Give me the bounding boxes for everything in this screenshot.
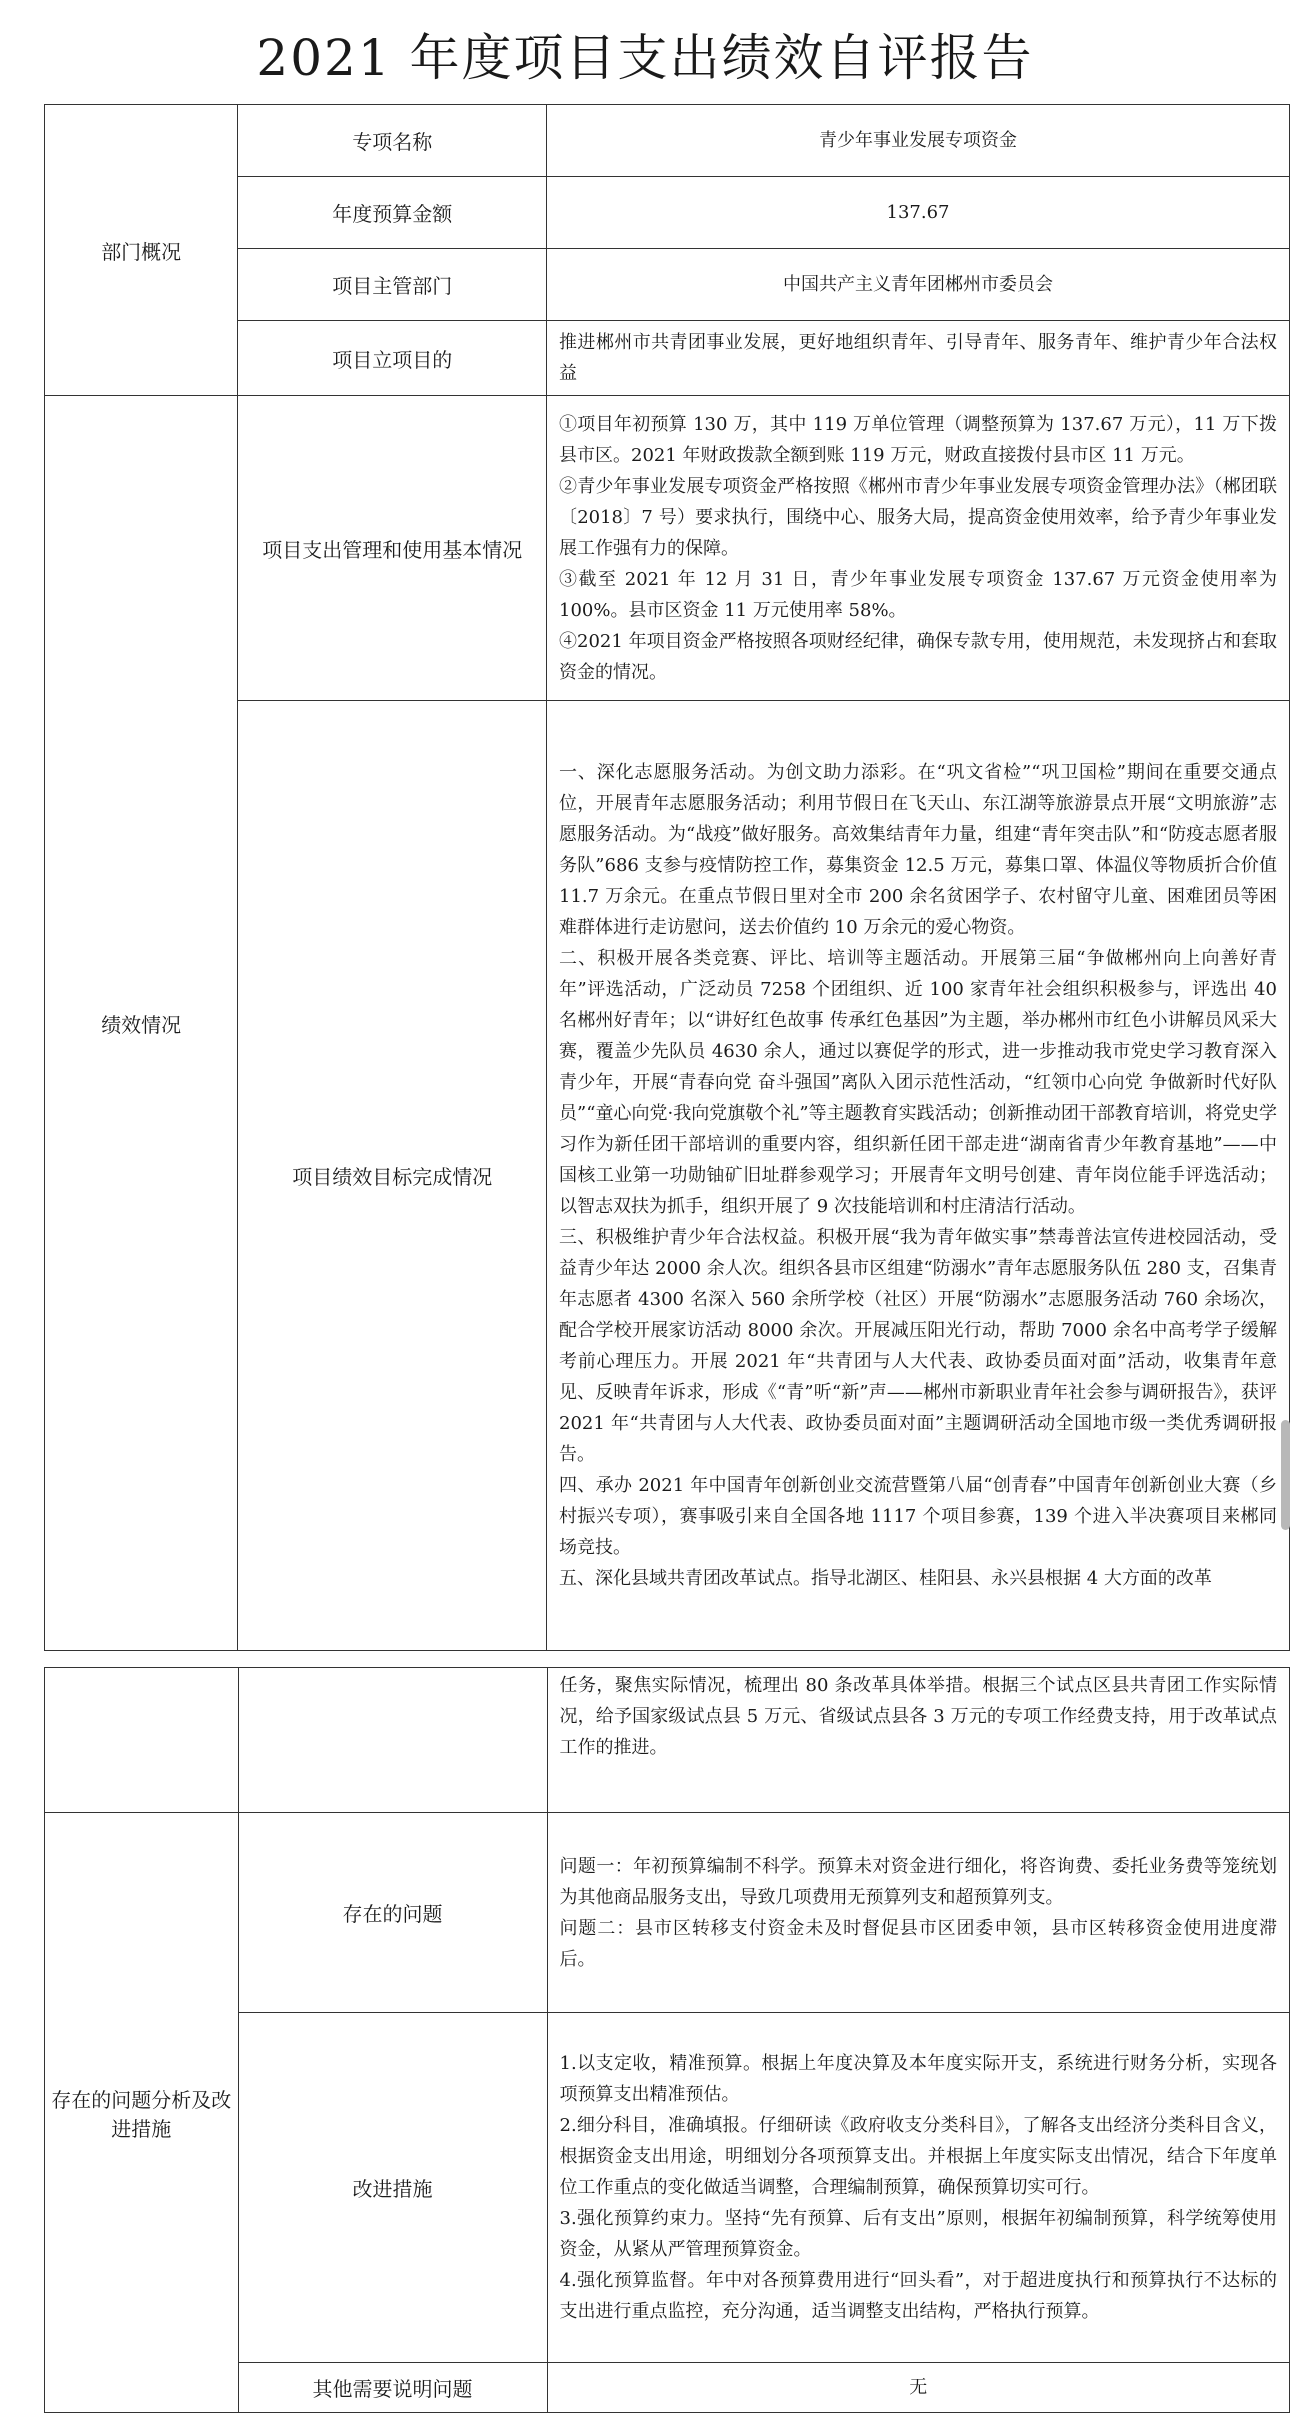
project-name-label: 专项名称 <box>238 105 547 177</box>
goals-label: 项目绩效目标完成情况 <box>238 701 547 1651</box>
problem-paragraph: 问题一：年初预算编制不科学。预算未对资金进行细化，将咨询费、委托业务费等笼统划为其他商品服务支出，导致几项费用无预算列支和超预算列支。 <box>559 1855 1277 1908</box>
other-issues-label: 其他需要说明问题 <box>238 2363 547 2413</box>
measure-paragraph: 2.细分科目，准确填报。仔细研读《政府收支分类科目》，了解各支出经济分类科目含义，根据资金支出用途，明细划分各项预算支出。并根据上年度实际支出情况，结合下年度单位工作重点的变化做适当调整，合理编制预算，确保预算切实可行。 <box>559 2115 1277 2198</box>
goals-paragraph: 四、承办 2021 年中国青年创新创业交流营暨第八届“创青春”中国青年创新创业大赛（乡村振兴专项），赛事吸引来自全国各地 1117 个项目参赛，139 个进入半决赛项目来郴同场竞技。 <box>559 1475 1277 1558</box>
section-performance-label: 绩效情况 <box>45 396 238 1651</box>
management-content <box>547 396 1290 701</box>
section-overview-label: 部门概况 <box>45 105 238 396</box>
report-title: 2021 年度项目支出绩效自评报告 <box>256 29 1034 87</box>
budget-amount-value: 137.67 <box>547 177 1290 249</box>
problems-content <box>547 1813 1289 2013</box>
measure-paragraph: 3.强化预算约束力。坚持“先有预算、后有支出”原则，根据年初编制预算，科学统筹使用资金，从紧从严管理预算资金。 <box>559 2208 1277 2260</box>
project-purpose-value: 推进郴州市共青团事业发展，更好地组织青年、引导青年、服务青年、维护青少年合法权益 <box>547 321 1290 396</box>
goals-paragraph: 五、深化县域共青团改革试点。指导北湖区、桂阳县、永兴县根据 4 大方面的改革 <box>559 1568 1212 1589</box>
report-table-page-1 <box>44 104 1290 1651</box>
measure-paragraph: 1.以支定收，精准预算。根据上年度决算及本年度实际开支，系统进行财务分析，实现各项预算支出精准预估。 <box>559 2053 1277 2105</box>
goals-paragraph: 一、深化志愿服务活动。为创文助力添彩。在“巩文省检”“巩卫国检”期间在重要交通点位，开展青年志愿服务活动；利用节假日在飞天山、东江湖等旅游景点开展“文明旅游”志愿服务活动。为“战疫”做好服务。高效集结青年力量，组建“青年突击队”和“防疫志愿者服务队”686 支参与疫情防控工作，募集资金 12.5 万元，募集口罩、体温仪等物质折合价值 11.7 万余元。在重点节假日里对全市 200 余名贫困学子、农村留守儿童、困难团员等困难群体进行走访慰问，送去价值约 10 万余元的爱心物资。 <box>559 762 1277 938</box>
department-value: 中国共产主义青年团郴州市委员会 <box>547 249 1290 321</box>
department-label: 项目主管部门 <box>238 249 547 321</box>
management-paragraph: ③截至 2021 年 12 月 31 日，青少年事业发展专项资金 137.67 万元资金使用率为 100%。县市区资金 11 万元使用率 58%。 <box>559 568 1277 621</box>
management-paragraph: ④2021 年项目资金严格按照各项财经纪律，确保专款专用，使用规范，未发现挤占和套取资金的情况。 <box>559 630 1277 683</box>
management-paragraph: ①项目年初预算 130 万，其中 119 万单位管理（调整预算为 137.67 万元），11 万下拨县市区。2021 年财政拨款全额到账 119 万元，财政直接拨付县市区 11 万元。 <box>559 413 1277 466</box>
goals-continuation: 任务，聚焦实际情况，梳理出 80 条改革具体举措。根据三个试点区县共青团工作实际情况，给予国家级试点县 5 万元、省级试点县各 3 万元的专项工作经费支持，用于改革试点工作的推进。 <box>547 1668 1289 1813</box>
problem-paragraph: 问题二：县市区转移支付资金未及时督促县市区团委申领，县市区转移资金使用进度滞后。 <box>559 1917 1277 1970</box>
management-paragraph: ②青少年事业发展专项资金严格按照《郴州市青少年事业发展专项资金管理办法》（郴团联〔2018〕7 号）要求执行，围绕中心、服务大局，提高资金使用效率，给予青少年事业发展工作强有力的保障。 <box>559 475 1277 559</box>
goals-paragraph: 三、积极维护青少年合法权益。积极开展“我为青年做实事”禁毒普法宣传进校园活动，受益青少年达 2000 余人次。组织各县市区组建“防溺水”青年志愿服务队伍 280 支，召集青年志愿者 4300 名深入 560 余所学校（社区）开展“防溺水”志愿服务活动 760 余场次，配合学校开展家访活动 8000 余次。开展减压阳光行动，帮助 7000 余名中高考学子缓解考前心理压力。开展 2021 年“共青团与人大代表、政协委员面对面”活动，收集青年意见、反映青年诉求，形成《“青”听“新”声——郴州市新职业青年社会参与调研报告》，获评 2021 年“共青团与人大代表、政协委员面对面”主题调研活动全国地市级一类优秀调研报告。 <box>559 1227 1277 1465</box>
report-table-page-2 <box>44 1667 1290 2413</box>
goals-content <box>547 701 1290 1651</box>
project-purpose-label: 项目立项目的 <box>238 321 547 396</box>
scrollbar-thumb[interactable] <box>1281 1420 1290 1530</box>
other-issues-value: 无 <box>547 2363 1289 2413</box>
section-issues-label: 存在的问题分析及改进措施 <box>45 1813 239 2413</box>
problems-label: 存在的问题 <box>238 1813 547 2013</box>
measure-paragraph: 4.强化预算监督。年中对各预算费用进行“回头看”，对于超进度执行和预算执行不达标的支出进行重点监控，充分沟通，适当调整支出结构，严格执行预算。 <box>559 2270 1277 2322</box>
measures-content <box>547 2013 1289 2363</box>
measures-label: 改进措施 <box>238 2013 547 2363</box>
management-label: 项目支出管理和使用基本情况 <box>238 396 547 701</box>
project-name-value: 青少年事业发展专项资金 <box>547 105 1290 177</box>
empty-cell <box>45 1668 239 1813</box>
goals-paragraph: 二、积极开展各类竞赛、评比、培训等主题活动。开展第三届“争做郴州向上向善好青年”评选活动，广泛动员 7258 个团组织、近 100 家青年社会组织积极参与，评选出 40 名郴州好青年；以“讲好红色故事 传承红色基因”为主题，举办郴州市红色小讲解员风采大赛，覆盖少先队员 4630 余人，通过以赛促学的形式，进一步推动我市党史学习教育深入青少年，开展“青春向党 奋斗强国”离队入团示范性活动，“红领巾心向党 争做新时代好队员”“童心向党·我向党旗敬个礼”等主题教育实践活动；创新推动团干部教育培训，将党史学习作为新任团干部培训的重要内容，组织新任团干部走进“湖南省青少年教育基地”——中国核工业第一功勋铀矿旧址群参观学习；开展青年文明号创建、青年岗位能手评选活动；以智志双扶为抓手，组织开展了 9 次技能培训和村庄清洁行活动。 <box>559 948 1277 1217</box>
budget-amount-label: 年度预算金额 <box>238 177 547 249</box>
empty-cell <box>238 1668 547 1813</box>
